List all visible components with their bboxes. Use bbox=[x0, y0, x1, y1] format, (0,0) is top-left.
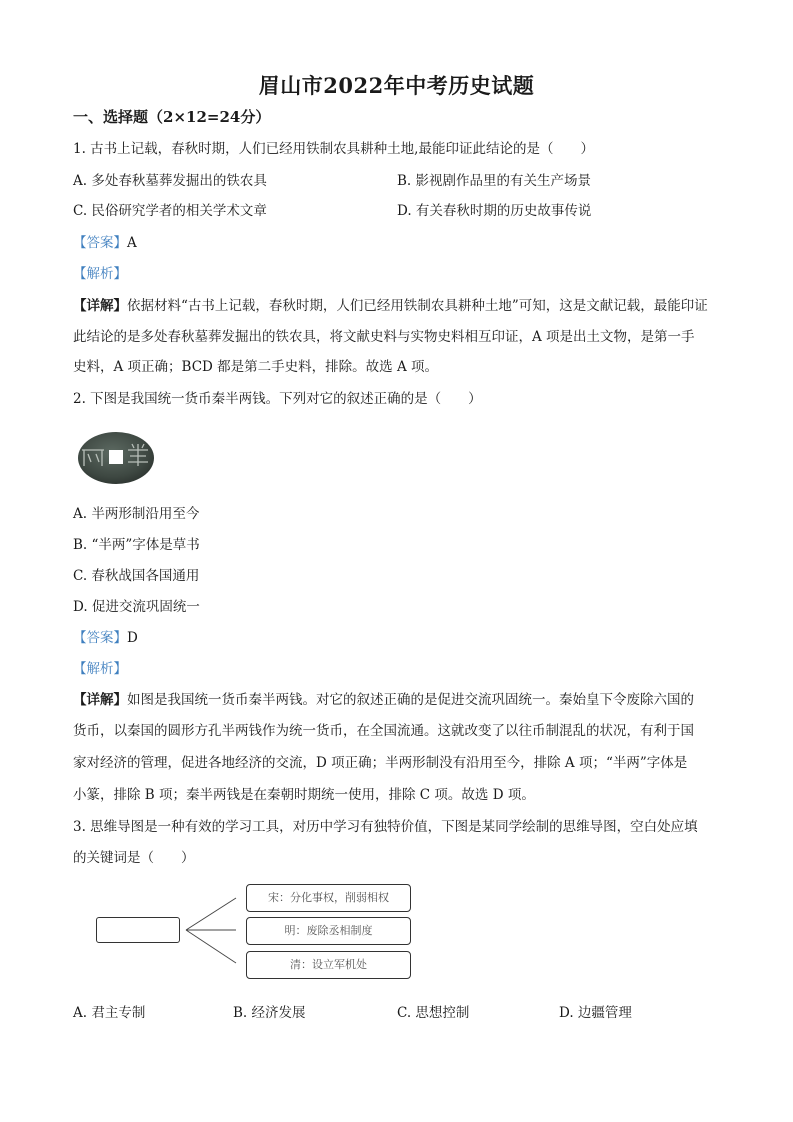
mind-map-connectors bbox=[180, 890, 250, 980]
question-3-stem-line-2: 的关键词是（ ） bbox=[73, 850, 195, 866]
question-2-answer bbox=[73, 629, 138, 647]
question-2-analysis-tag: 【解析】 bbox=[73, 661, 127, 677]
question-1-answer bbox=[73, 234, 137, 252]
page-title: 眉山市2022年中考历史试题 bbox=[258, 73, 535, 98]
mind-map-branch-song: 宋：分化事权，削弱相权 bbox=[246, 884, 411, 912]
coin-image bbox=[76, 430, 156, 486]
mind-map-branch-qing: 清：设立军机处 bbox=[246, 951, 411, 979]
question-2-option-a: A. 半两形制沿用至今 bbox=[73, 506, 200, 522]
question-1-option-a: A. 多处春秋墓葬发掘出的铁农具 bbox=[73, 173, 267, 189]
question-1-stem: 1. 古书上记载，春秋时期，人们已经用铁制农具耕种土地,最能印证此结论的是（ ） bbox=[73, 141, 594, 157]
detail-text: 依据材料“古书上记载，春秋时期，人们已经用铁制农具耕种土地”可知，这是文献记载，最能印证 bbox=[127, 298, 708, 314]
question-2-detail-line-3: 家对经济的管理，促进各地经济的交流，D 项正确；半两形制没有沿用至今，排除 A 项；“半两”字体是 bbox=[73, 755, 688, 771]
detail-tag: 【详解】 bbox=[73, 298, 127, 314]
mind-map-root-blank bbox=[96, 917, 180, 943]
question-3-stem-line-1: 3. 思维导图是一种有效的学习工具，对历中学习有独特价值，下图是某同学绘制的思维导图，空白处应填 bbox=[73, 819, 698, 835]
question-2-detail-line-2: 货币，以秦国的圆形方孔半两钱作为统一货币，在全国流通。这就改变了以往币制混乱的状况，有利于国 bbox=[73, 723, 694, 739]
question-3-option-b: B. 经济发展 bbox=[233, 1005, 306, 1021]
question-1-analysis-tag: 【解析】 bbox=[73, 266, 127, 282]
question-2-detail-line-4: 小篆，排除 B 项；秦半两钱是在秦朝时期统一使用，排除 C 项。故选 D 项。 bbox=[73, 787, 535, 803]
question-1-detail-line-2: 此结论的是多处春秋墓葬发掘出的铁农具，将文献史料与实物史料相互印证，A 项是出土文物，是第一手 bbox=[73, 329, 695, 345]
question-1-option-b: B. 影视剧作品里的有关生产场景 bbox=[397, 173, 592, 189]
detail-tag: 【详解】 bbox=[73, 692, 127, 708]
question-2-detail-line-1 bbox=[73, 691, 694, 709]
question-3-option-d: D. 边疆管理 bbox=[559, 1005, 632, 1021]
question-2-option-d: D. 促进交流巩固统一 bbox=[73, 599, 200, 615]
question-1-option-d: D. 有关春秋时期的历史故事传说 bbox=[397, 203, 592, 219]
answer-tag: 【答案】 bbox=[73, 630, 127, 646]
question-3-option-a: A. 君主专制 bbox=[73, 1005, 146, 1021]
question-2-option-c: C. 春秋战国各国通用 bbox=[73, 568, 200, 584]
question-1-option-c: C. 民俗研究学者的相关学术文章 bbox=[73, 203, 267, 219]
mind-map-branch-ming: 明：废除丞相制度 bbox=[246, 917, 411, 945]
question-2-stem: 2. 下图是我国统一货币秦半两钱。下列对它的叙述正确的是（ ） bbox=[73, 391, 482, 407]
answer-value: A bbox=[127, 235, 137, 251]
detail-text: 如图是我国统一货币秦半两钱。对它的叙述正确的是促进交流巩固统一。秦始皇下令废除六国的 bbox=[127, 692, 694, 708]
answer-value: D bbox=[127, 630, 138, 646]
question-2-option-b: B. “半两”字体是草书 bbox=[73, 537, 200, 553]
question-1-detail-line-3: 史料，A 项正确；BCD 都是第二手史料，排除。故选 A 项。 bbox=[73, 359, 438, 375]
question-1-detail-line-1 bbox=[73, 297, 708, 315]
section-heading: 一、选择题（2×12=24分） bbox=[73, 108, 271, 126]
question-3-option-c: C. 思想控制 bbox=[397, 1005, 470, 1021]
answer-tag: 【答案】 bbox=[73, 235, 127, 251]
